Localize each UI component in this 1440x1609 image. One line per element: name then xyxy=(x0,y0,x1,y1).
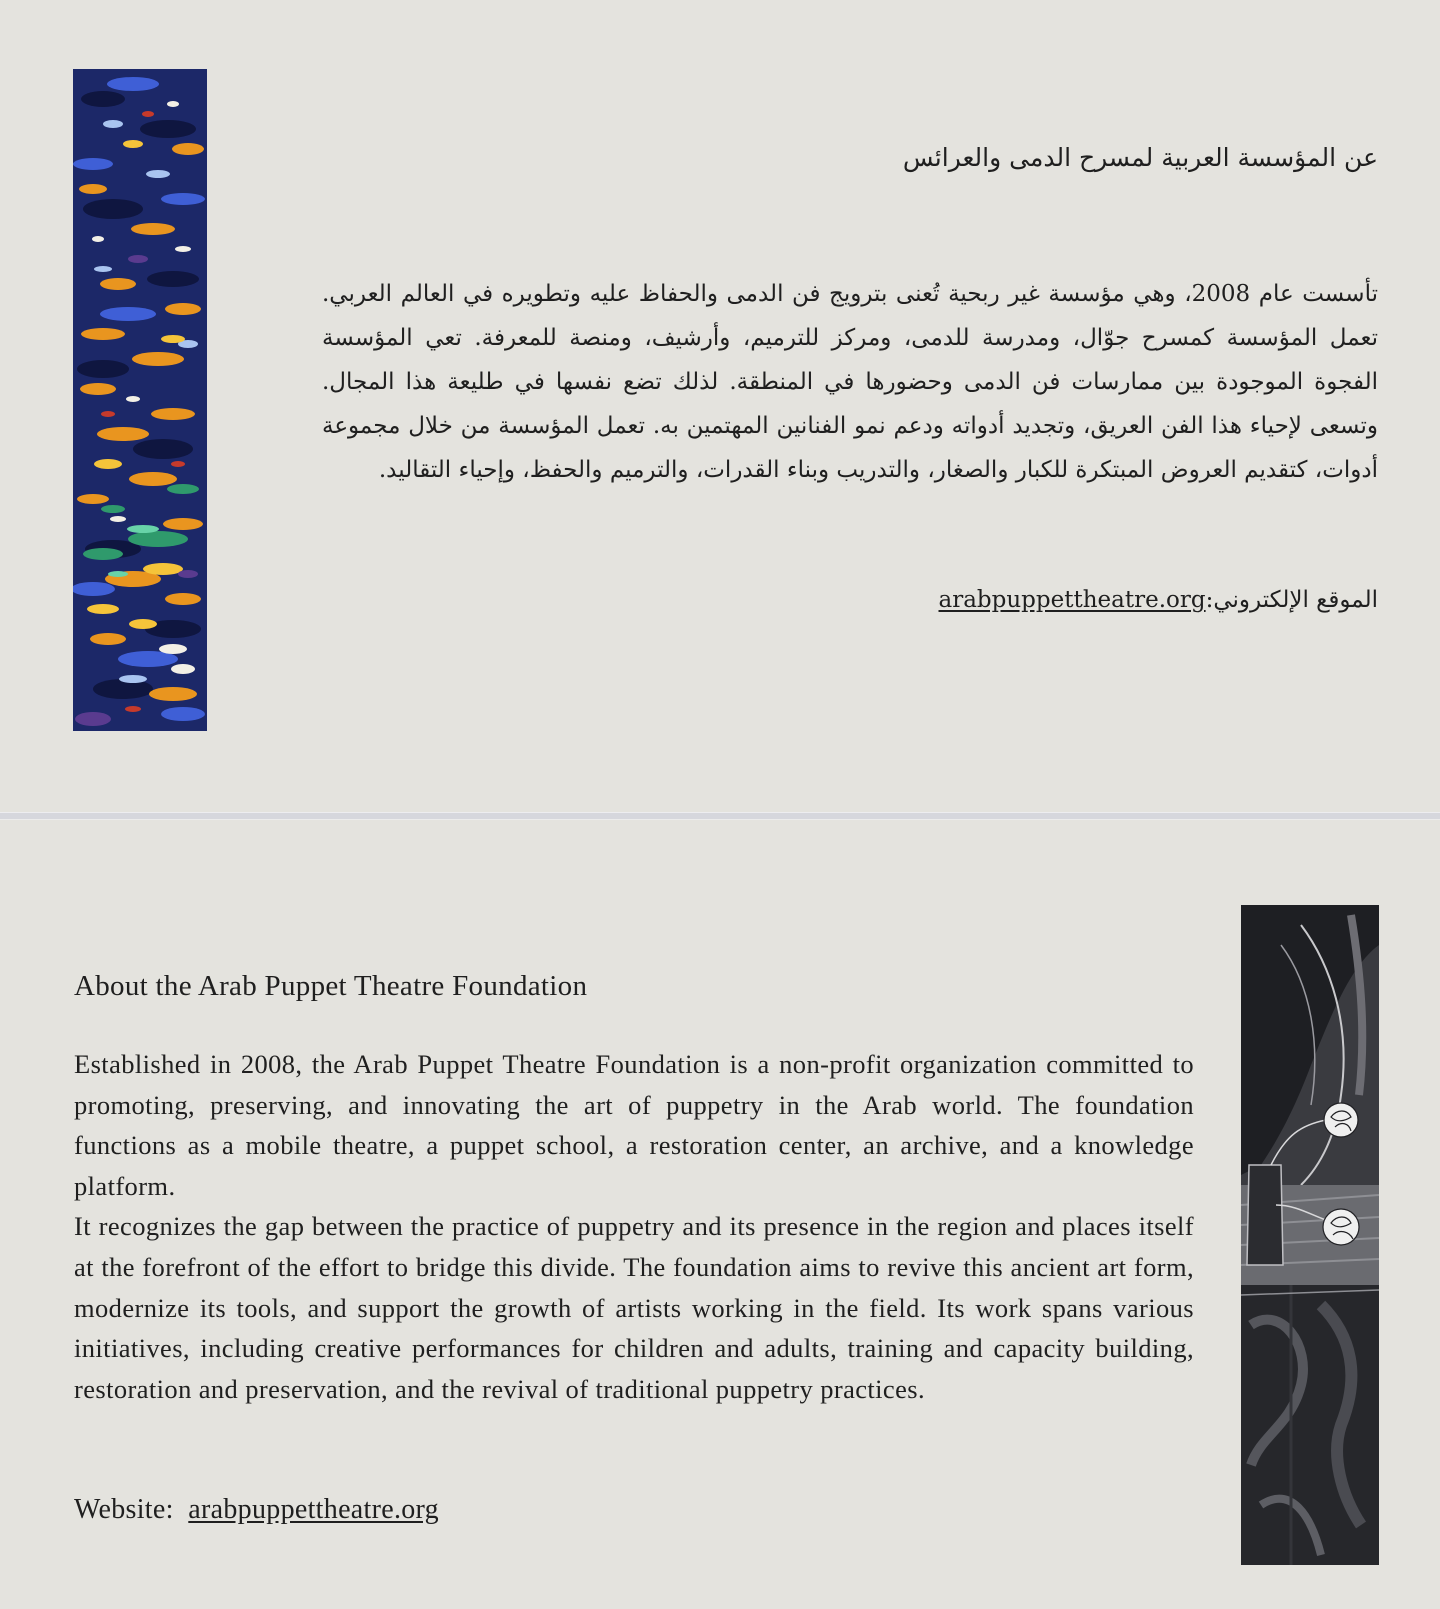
arabic-website-line xyxy=(578,580,1378,620)
abstract-painting-graphic xyxy=(73,69,207,731)
arabic-title: عن المؤسسة العربية لمسرح الدمى والعرائس xyxy=(902,143,1378,172)
arabic-website-label: الموقع الإلكتروني: xyxy=(1205,587,1378,613)
english-paragraph-1: Established in 2008, the Arab Puppet Theatre Foundation is a non-profit organization committed to promoting, preserving, and innovating the art of puppetry in the Arab world. The foundation functions as a mobile theatre, a puppet school, a restoration center, an archive, and a knowledge platform. xyxy=(74,1049,1194,1201)
english-paragraph-2: It recognizes the gap between the practice of puppetry and its presence in the region and places itself at the forefront of the effort to bridge this divide. The foundation aims to revive this ancient art form, modernize its tools, and support the growth of artists working in the field. Its work spans various initiatives, including creative performances for children and adults, training and capacity building, restoration and preservation, and the revival of traditional puppetry practices. xyxy=(74,1211,1194,1404)
english-website-link[interactable]: arabpuppettheatre.org xyxy=(188,1494,439,1525)
arabic-website-link[interactable]: arabpuppettheatre.org xyxy=(938,587,1206,613)
english-title: About the Arab Puppet Theatre Foundation xyxy=(74,970,588,1002)
english-section xyxy=(0,818,1440,1609)
puppet-drawing-image xyxy=(1241,905,1379,1565)
english-body-text xyxy=(74,1044,1194,1409)
english-website-line xyxy=(74,1490,774,1530)
english-website-label: Website: xyxy=(74,1494,174,1525)
arabic-body-text: تأسست عام 2008، وهي مؤسسة غير ربحية تُعنى بترويج فن الدمى والحفاظ عليه وتطويره في العالم العربي. تعمل المؤسسة كمسرح جوّال، ومدرسة للدمى، ومركز للترميم، وأرشيف، ومنصة للمعرفة. تعي المؤسسة الفجوة الموجودة بين ممارسات فن الدمى وحضورها في المنطقة. لذلك تضع نفسها في طليعة هذا المجال. وتسعى لإحياء هذا الفن العريق، وتجديد أدواته ودعم نمو الفنانين المهتمين به. تعمل المؤسسة من خلال مجموعة أدوات، كتقديم العروض المبتكرة للكبار والصغار، والتدريب وبناء القدرات، والترميم والحفظ، وإحياء التقاليد. xyxy=(322,281,1378,483)
puppet-drawing-graphic xyxy=(1241,905,1379,1565)
abstract-painting-image xyxy=(73,69,207,731)
